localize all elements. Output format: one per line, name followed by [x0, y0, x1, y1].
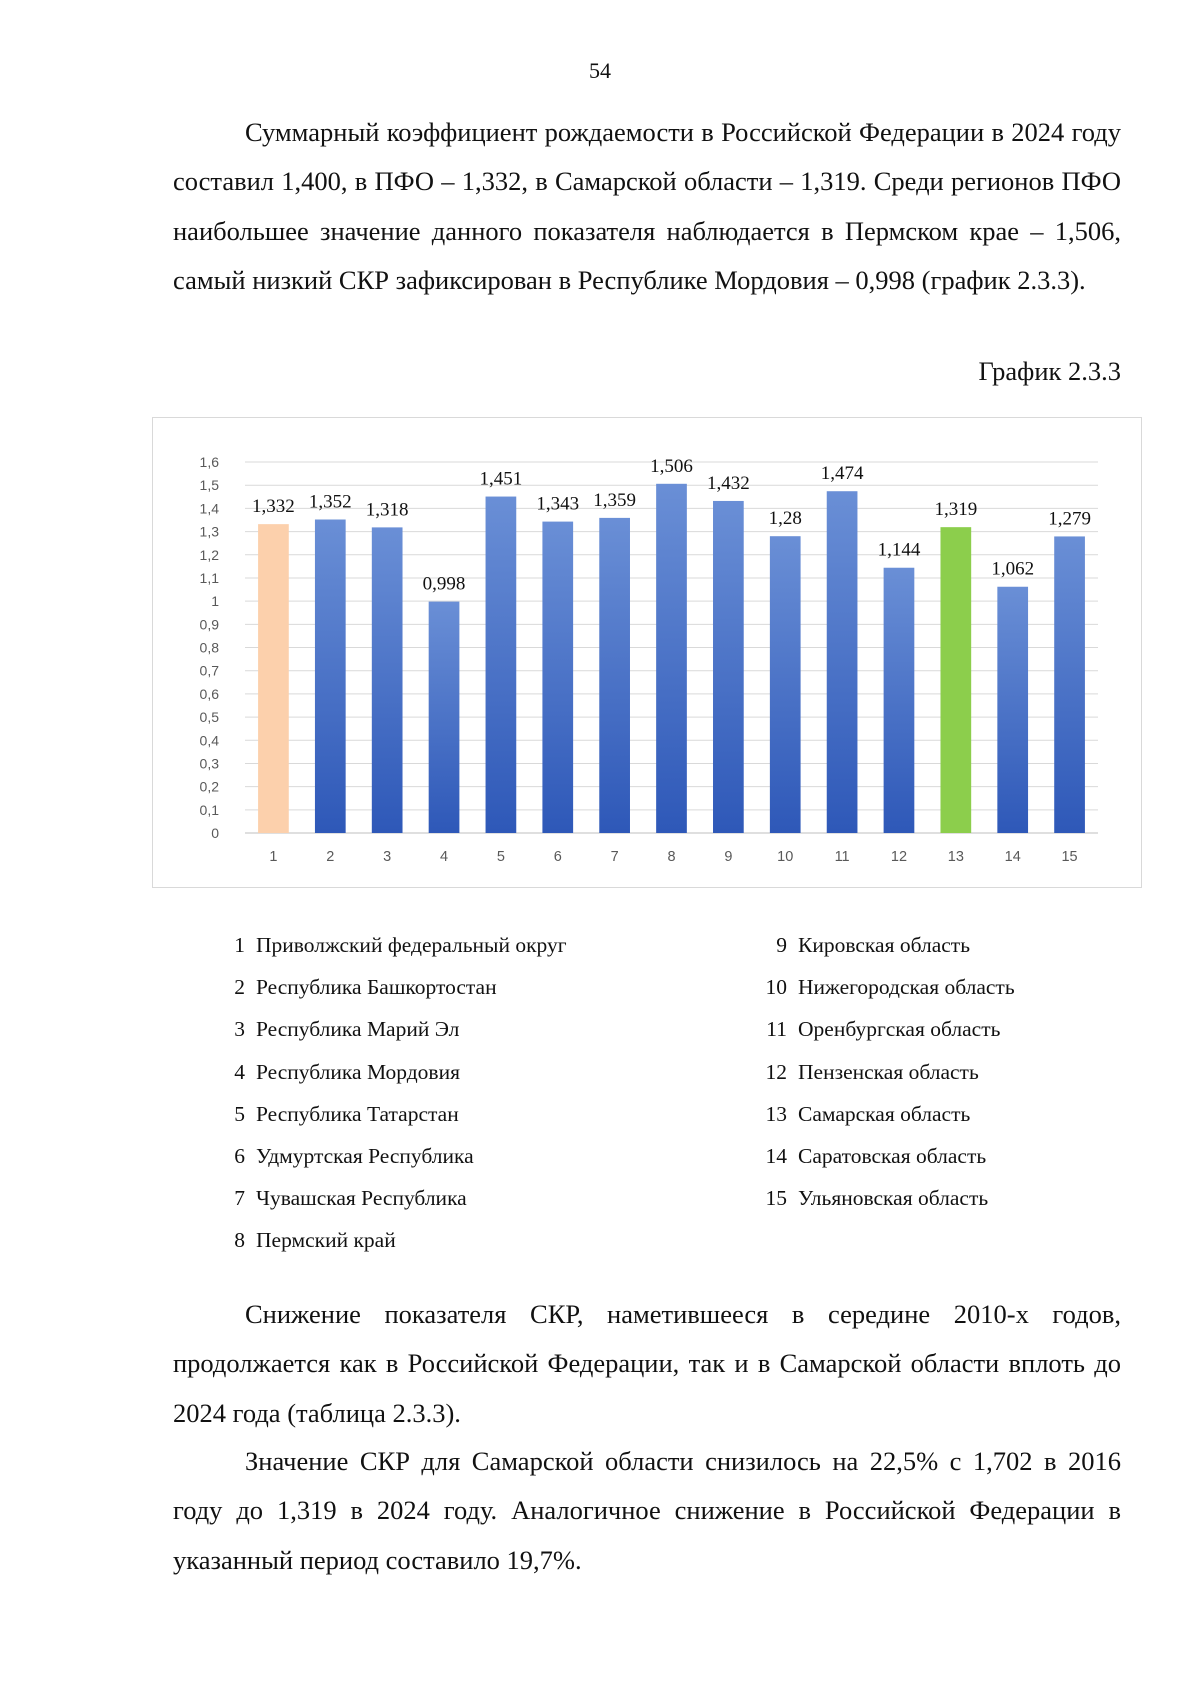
x-tick-label: 11 — [834, 849, 850, 865]
paragraph-decline: Снижение показателя СКР, наметившееся в середине 2010-х годов, продолжается как в Российской Федерации, так и в Самарской области вплоть до 2024 года (таблица 2.3.3). — [173, 1299, 1121, 1428]
legend-item — [225, 1177, 675, 1219]
legend-label: Пензенская область — [798, 1059, 979, 1084]
legend-number: 4 — [234, 1059, 245, 1084]
x-tick-label: 7 — [610, 849, 619, 865]
y-tick-label: 1,2 — [199, 546, 219, 563]
chart-frame — [152, 417, 1142, 888]
legend-number: 3 — [234, 1017, 245, 1042]
legend-number: 1 — [234, 933, 245, 957]
data-label: 1,144 — [877, 539, 921, 561]
data-label: 1,451 — [479, 468, 523, 490]
bar-1 — [258, 524, 289, 833]
data-label: 0,998 — [422, 573, 466, 595]
y-tick-label: 0,6 — [199, 685, 219, 702]
legend-label: Самарская область — [798, 1101, 971, 1126]
y-tick-label: 1 — [211, 593, 219, 610]
x-tick-label: 10 — [777, 849, 794, 865]
x-tick-label: 3 — [383, 849, 392, 865]
legend-number: 9 — [776, 933, 787, 957]
bar-6 — [542, 522, 573, 833]
legend-item — [225, 966, 675, 1008]
data-label: 1,279 — [1048, 508, 1091, 530]
legend-item — [225, 924, 675, 966]
bar-9 — [713, 501, 744, 833]
legend-label: Чувашская Республика — [256, 1186, 467, 1211]
bar-2 — [315, 520, 346, 833]
paragraph-intro: Суммарный коэффициент рождаемости в Российской Федерации в 2024 году составил 1,400, в ПФО – 1,332, в Самарской области – 1,319. Среди регионов ПФО наибольшее значение данного показателя наблюдается в Пермском крае – 1,506, самый низкий СКР зафиксирован в Республике Мордовия – 0,998 (график 2.3.3). — [173, 117, 1121, 295]
legend-item — [755, 1177, 1135, 1219]
legend-number: 2 — [234, 975, 245, 1000]
legend-label: Республика Мордовия — [256, 1059, 460, 1084]
paragraph-samara: Значение СКР для Самарской области снизилось на 22,5% с 1,702 в 2016 году до 1,319 в 2024 году. Аналогичное снижение в Российской Федерации в указанный период составило 19,7%. — [173, 1446, 1121, 1575]
y-tick-label: 0,5 — [199, 709, 219, 726]
bar-12 — [884, 568, 915, 833]
y-tick-label: 1,3 — [199, 523, 219, 540]
data-label: 1,506 — [650, 455, 693, 477]
x-tick-label: 13 — [947, 849, 964, 865]
data-label: 1,474 — [820, 463, 864, 485]
y-tick-label: 0 — [211, 825, 219, 841]
legend-number: 13 — [765, 1101, 787, 1126]
data-label: 1,332 — [252, 496, 295, 518]
data-label: 1,343 — [536, 493, 580, 515]
x-tick-label: 14 — [1004, 849, 1021, 865]
legend-number: 5 — [234, 1101, 245, 1126]
legend-label: Республика Марий Эл — [256, 1017, 460, 1042]
x-tick-label: 4 — [439, 849, 449, 865]
x-tick-label: 12 — [890, 849, 908, 865]
bar-chart — [153, 418, 1143, 889]
x-tick-label: 5 — [496, 849, 505, 865]
legend-label: Приволжский федеральный округ — [256, 933, 567, 957]
figure-caption: График 2.3.3 — [978, 356, 1121, 386]
y-tick-label: 1,4 — [199, 500, 219, 517]
legend-number: 14 — [765, 1144, 787, 1169]
y-tick-label: 0,2 — [199, 778, 219, 795]
legend-item — [755, 1093, 1135, 1135]
x-tick-label: 2 — [326, 849, 335, 865]
data-label: 1,28 — [768, 508, 802, 530]
y-tick-label: 0,4 — [199, 732, 219, 749]
bar-3 — [372, 527, 403, 833]
legend-label: Пермский край — [256, 1228, 396, 1253]
legend-label: Кировская область — [798, 933, 971, 957]
legend-number: 8 — [234, 1228, 245, 1253]
x-tick-label: 6 — [553, 849, 562, 865]
x-tick-label: 15 — [1061, 849, 1078, 865]
legend-number: 12 — [765, 1059, 787, 1084]
bar-4 — [429, 602, 460, 833]
x-tick-label: 9 — [724, 849, 733, 865]
legend-label: Оренбургская область — [798, 1017, 1001, 1042]
legend-label: Республика Татарстан — [256, 1101, 459, 1126]
legend-right-column — [755, 924, 1135, 1219]
bar-14 — [997, 587, 1028, 833]
data-label: 1,432 — [706, 472, 750, 494]
data-label: 1,352 — [308, 491, 352, 513]
y-tick-label: 0,8 — [199, 639, 219, 656]
bar-15 — [1054, 536, 1085, 833]
y-tick-label: 0,9 — [199, 616, 219, 633]
data-label: 1,319 — [934, 499, 978, 521]
legend-number: 10 — [765, 975, 787, 1000]
data-label: 1,062 — [991, 558, 1035, 580]
legend-number: 15 — [765, 1186, 787, 1211]
legend-number: 7 — [234, 1186, 245, 1211]
bar-11 — [827, 491, 858, 833]
y-tick-label: 0,7 — [199, 662, 219, 679]
legend-item — [755, 1135, 1135, 1177]
y-tick-label: 1,5 — [199, 477, 219, 494]
legend-label: Нижегородская область — [798, 975, 1015, 1000]
legend-number: 11 — [766, 1017, 787, 1042]
legend-label: Ульяновская область — [798, 1186, 989, 1211]
y-tick-label: 1,6 — [199, 454, 219, 470]
legend-item — [225, 1008, 675, 1050]
legend-number: 6 — [234, 1144, 245, 1169]
page-number: 54 — [589, 58, 611, 83]
legend-item — [225, 1135, 675, 1177]
legend-item — [225, 1219, 675, 1261]
data-label: 1,359 — [593, 489, 637, 511]
legend-left-column — [225, 924, 675, 1262]
bar-5 — [486, 497, 517, 833]
y-tick-label: 0,1 — [199, 801, 219, 818]
legend-item — [755, 1008, 1135, 1050]
legend-label: Саратовская область — [798, 1144, 987, 1169]
legend-label: Республика Башкортостан — [256, 975, 497, 1000]
bar-7 — [599, 518, 630, 833]
legend-item — [755, 924, 1135, 966]
legend-item — [225, 1051, 675, 1093]
data-label: 1,318 — [365, 499, 409, 521]
bar-13 — [940, 527, 971, 833]
legend-item — [755, 966, 1135, 1008]
legend-item — [225, 1093, 675, 1135]
x-tick-label: 8 — [667, 849, 676, 865]
legend-label: Удмуртская Республика — [256, 1144, 474, 1169]
bar-10 — [770, 536, 801, 833]
bar-8 — [656, 484, 687, 833]
legend-item — [755, 1051, 1135, 1093]
y-tick-label: 0,3 — [199, 755, 219, 772]
x-tick-label: 1 — [269, 849, 278, 865]
y-tick-label: 1,1 — [199, 569, 219, 586]
